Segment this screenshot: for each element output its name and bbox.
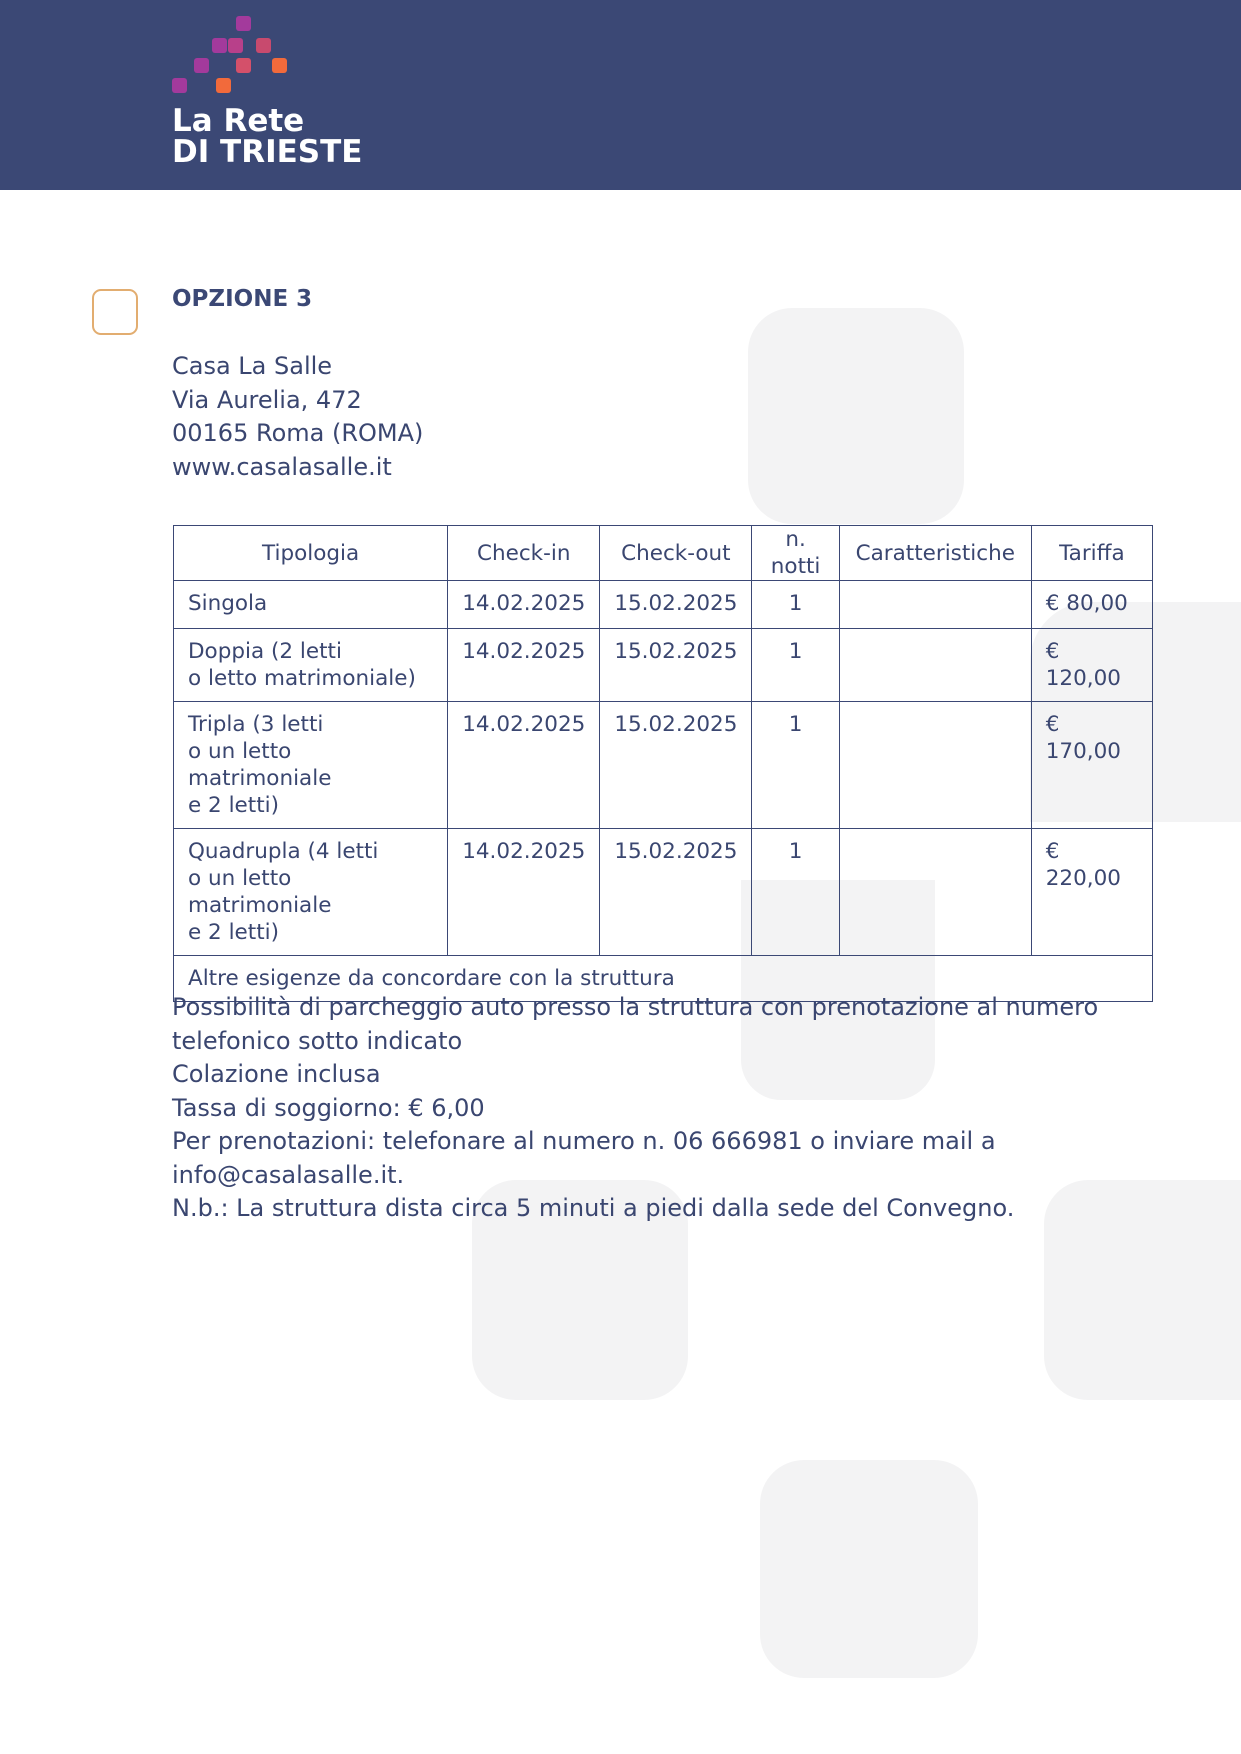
nights-cell: 1 [752, 629, 839, 702]
table-row [174, 829, 1153, 956]
checkin-cell: 14.02.2025 [448, 629, 600, 702]
parking-note: Possibilità di parcheggio auto presso la struttura con prenotazione al numero telefonico sotto indicato [172, 993, 1099, 1055]
rate-cell: € 120,00 [1031, 629, 1152, 702]
tax-note: Tassa di soggiorno: € 6,00 [172, 1093, 485, 1122]
room-rates-table [173, 525, 1153, 1002]
logo-line-2: DI TRIESTE [172, 134, 363, 170]
table-row [174, 702, 1153, 829]
column-header: Tariffa [1031, 526, 1152, 581]
features-cell [839, 702, 1031, 829]
nights-cell: 1 [752, 702, 839, 829]
column-header: Check-out [600, 526, 752, 581]
accommodation-website[interactable]: www.casalasalle.it [172, 452, 392, 481]
accommodation-address [172, 350, 423, 484]
distance-note: N.b.: La struttura dista circa 5 minuti a piedi dalla sede del Convegno. [172, 1194, 1015, 1222]
accommodation-street: Via Aurelia, 472 [172, 385, 362, 414]
features-cell [839, 581, 1031, 629]
room-type-cell: Tripla (3 letti o un letto matrimoniale e 2 letti) [174, 702, 448, 829]
room-type-cell: Singola [174, 581, 448, 629]
table-row [174, 581, 1153, 629]
additional-notes [172, 991, 1102, 1226]
column-header: Caratteristiche [839, 526, 1031, 581]
table-header-row [174, 526, 1153, 581]
checkin-cell: 14.02.2025 [448, 702, 600, 829]
logo-line-1: La Rete [172, 103, 305, 139]
checkin-cell: 14.02.2025 [448, 581, 600, 629]
option-title: OPZIONE 3 [172, 286, 313, 312]
checkin-cell: 14.02.2025 [448, 829, 600, 956]
accommodation-name: Casa La Salle [172, 352, 333, 380]
column-header: Tipologia [174, 526, 448, 581]
features-cell [839, 629, 1031, 702]
room-type-cell: Doppia (2 letti o letto matrimoniale) [174, 629, 448, 702]
checkout-cell: 15.02.2025 [600, 581, 752, 629]
checkout-cell: 15.02.2025 [600, 702, 752, 829]
table-row [174, 629, 1153, 702]
nights-cell: 1 [752, 829, 839, 956]
booking-note: Per prenotazioni: telefonare al numero n. 06 666981 o inviare mail a info@casalasalle.it. [172, 1127, 996, 1189]
rate-cell: € 220,00 [1031, 829, 1152, 956]
features-cell [839, 829, 1031, 956]
breakfast-note: Colazione inclusa [172, 1060, 381, 1088]
rate-cell: € 80,00 [1031, 581, 1152, 629]
column-header: n. notti [752, 526, 839, 581]
table-footer-note: Altre esigenze da concordare con la struttura [174, 956, 1153, 1002]
checkout-cell: 15.02.2025 [600, 629, 752, 702]
checkout-cell: 15.02.2025 [600, 829, 752, 956]
rate-cell: € 170,00 [1031, 702, 1152, 829]
option-checkbox[interactable] [92, 289, 138, 335]
column-header: Check-in [448, 526, 600, 581]
room-type-cell: Quadrupla (4 letti o un letto matrimoniale e 2 letti) [174, 829, 448, 956]
accommodation-city: 00165 Roma (ROMA) [172, 419, 424, 447]
nights-cell: 1 [752, 581, 839, 629]
